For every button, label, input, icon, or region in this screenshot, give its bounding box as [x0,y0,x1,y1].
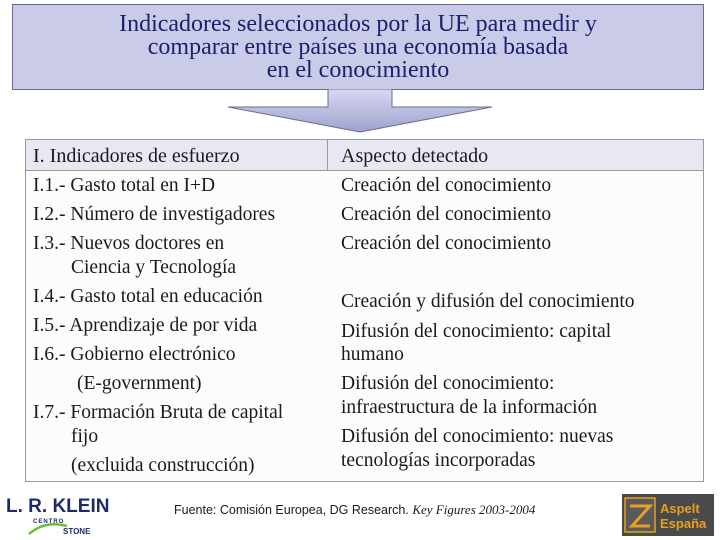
left-column-header: I. Indicadores de esfuerzo [33,145,240,167]
right-column-header: Aspecto detectado [341,145,489,167]
indicator-i1: I.1.- Gasto total en I+D [33,175,216,196]
title-line-2: comparar entre países una economía basada [147,33,569,60]
aspelt-logo-line1: Aspelt [660,501,700,516]
klein-logo-sub-centro: CENTRO [33,519,65,525]
aspect-3: Creación del conocimiento [341,233,552,254]
aspect-5: Difusión del conocimiento: capital [341,321,612,342]
aspect-4: Creación y difusión del conocimiento [341,291,635,312]
indicator-i3-cont: Ciencia y Tecnología [71,257,237,278]
down-arrow-icon [228,89,492,133]
source-note [174,502,535,518]
title-box [12,4,704,90]
indicator-i7: I.7.- Formación Bruta de capital [33,402,284,423]
aspect-7-cont: tecnologías incorporadas [341,450,536,471]
indicator-i4: I.4.- Gasto total en educación [33,286,263,307]
title-line-1: Indicadores seleccionados por la UE para medir y [119,10,597,37]
aspelt-espana-logo [622,494,714,536]
klein-stone-logo [5,490,120,536]
aspelt-logo-line2: España [660,516,707,531]
aspect-5-cont: humano [341,344,404,365]
klein-logo-sub-stone: STONE [63,527,91,536]
aspect-6: Difusión del conocimiento: [341,373,555,394]
swoosh-icon [29,524,67,534]
aspect-7: Difusión del conocimiento: nuevas [341,426,614,447]
indicators-table [25,139,704,482]
aspect-1: Creación del conocimiento [341,175,552,196]
aspect-2: Creación del conocimiento [341,204,552,225]
header-column-divider [327,140,328,171]
indicator-i2: I.2.- Número de investigadores [33,204,276,225]
indicator-i5: I.5.- Aprendizaje de por vida [33,315,258,336]
source-prefix: Fuente: Comisión Europea, DG Research. [174,503,409,517]
indicator-i7-cont: fijo [71,426,99,447]
indicator-i6: I.6.- Gobierno electrónico [33,344,236,365]
source-publication: Key Figures 2003-2004 [412,502,536,517]
indicator-i3: I.3.- Nuevos doctores en [33,233,225,254]
title-line-3: en el conocimiento [266,56,450,83]
indicator-i7-note: (excluida construcción) [71,455,255,476]
klein-logo-text: L. R. KLEIN [6,496,110,517]
aspect-6-cont: infraestructura de la información [341,397,598,418]
indicator-i6-cont: (E-government) [77,373,202,394]
